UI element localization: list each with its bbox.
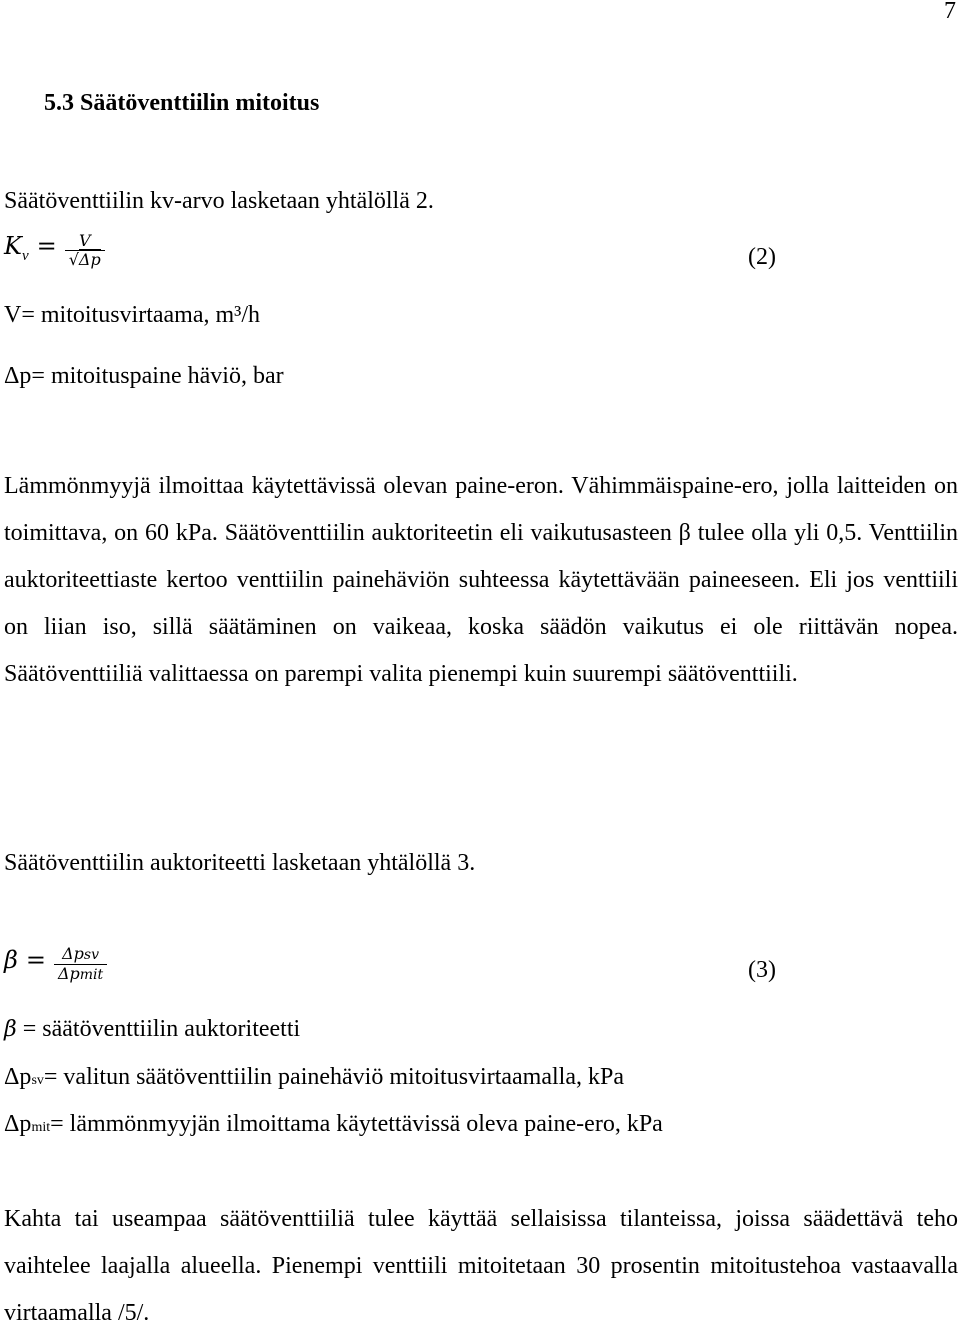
eq3-num-sub: sv [83, 947, 100, 963]
def-beta-text: = säätöventtiilin auktoriteetti [16, 1016, 301, 1042]
eq3-equals: = [25, 946, 46, 975]
eq2-numerator: V [78, 231, 91, 250]
section-heading: 5.3 Säätöventtiilin mitoitus [44, 90, 320, 116]
eq3-intro: Säätöventtiilin auktoriteetti lasketaan yhtälöllä 3. [4, 850, 476, 876]
def-psv-text: = valitun säätöventtiilin painehäviö mitoitusvirtaamalla, kPa [43, 1064, 624, 1090]
eq2-number: (2) [748, 244, 776, 270]
eq3-lhs: β [4, 946, 18, 975]
eq3-num-main: Δp [62, 944, 84, 963]
def-beta [4, 1014, 300, 1045]
eq2-denominator: √Δp [65, 250, 105, 269]
eq3-fraction [54, 945, 107, 984]
eq2-sqrt-radicand: Δp [78, 250, 101, 269]
eq2-lhs: K [4, 232, 22, 261]
paragraph-2: Kahta tai useampaa säätöventtiiliä tulee käyttää sellaisissa tilanteissa, joissa säädettävä teho vaihtelee laajalla alueella. Pienempi venttiili mitoitetaan 30 prosentin mitoitustehoa vastaavalla virtaamalla /5/. [4, 1206, 958, 1326]
pmit-symbol: Δp [4, 1111, 32, 1137]
page-number: 7 [944, 0, 956, 24]
eq3-den-sub: mit [79, 967, 104, 983]
eq2-equals: = [36, 232, 57, 261]
pmit-sub: mit [31, 1120, 51, 1135]
paragraph-1: Lämmönmyyjä ilmoittaa käytettävissä olevan paine-eron. Vähimmäispaine-ero, jolla laitteiden on toimittava, on 60 kPa. Säätöventtiilin auktoriteetin eli vaikutusasteen β tulee olla yli 0,5. Venttiilin auktoriteettiaste kertoo venttiilin painehäviön suhteessa käytettävään paineeseen. Eli jos venttiili on liian iso, sillä säätäminen on vaikeaa, koska säädön vaikutus ei ole riittävän nopea. Säätöventtiiliä valittaessa on parempi valita pienempi kuin suurempi säätöventtiili. [4, 473, 958, 687]
def-pmit-text: = lämmönmyyjän ilmoittama käytettävissä oleva paine-ero, kPa [50, 1111, 663, 1137]
psv-symbol: Δp [4, 1064, 32, 1090]
def-psv [4, 1062, 624, 1096]
def-dp: Δp= mitoituspaine häviö, bar [4, 363, 284, 389]
equation-2 [4, 232, 105, 269]
def-v: V= mitoitusvirtaama, m³/h [4, 302, 261, 328]
eq2-fraction [65, 232, 105, 269]
eq3-numerator [54, 945, 107, 964]
beta-symbol: β [4, 1017, 17, 1042]
eq2-intro: Säätöventtiilin kv-arvo lasketaan yhtälöllä 2. [4, 188, 434, 214]
equation-3 [4, 945, 107, 984]
eq3-den-main: Δp [57, 964, 80, 983]
eq2-lhs-sub: v [21, 248, 29, 265]
psv-sub: sv [31, 1073, 44, 1088]
def-pmit [4, 1109, 663, 1143]
eq3-denominator [54, 964, 107, 984]
eq3-number: (3) [748, 957, 776, 983]
